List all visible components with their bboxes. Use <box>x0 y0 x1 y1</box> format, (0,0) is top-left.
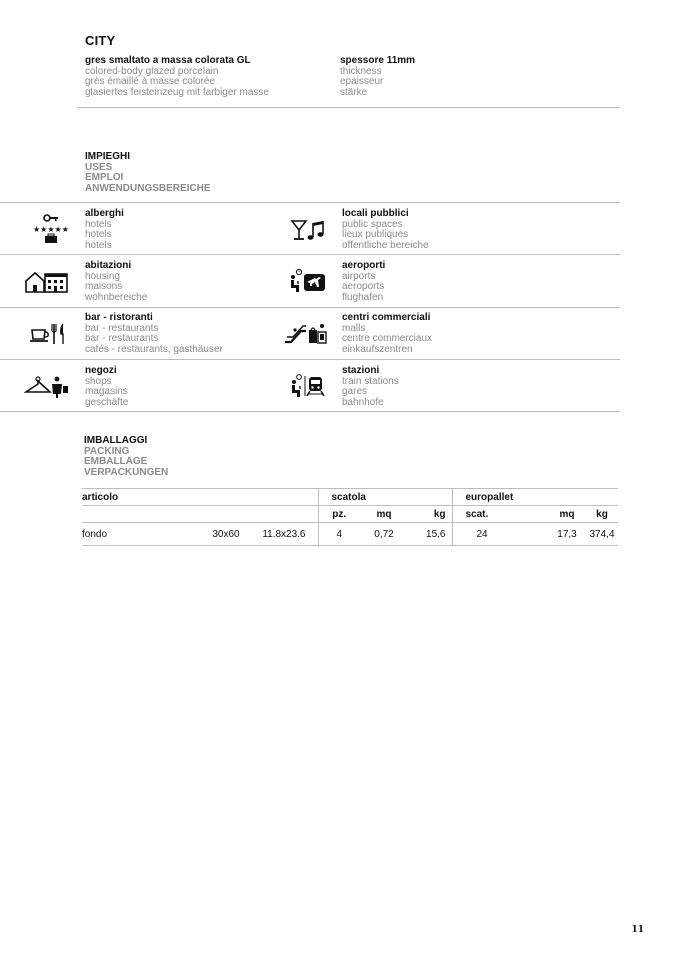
uses-heading-fr: EMPLOI <box>85 172 124 183</box>
cell-kg: 15,6 <box>408 523 452 546</box>
thickness-block <box>340 56 540 98</box>
use-airports <box>342 261 385 303</box>
cell-scat: 24 <box>452 523 548 546</box>
header-scat: scat. <box>452 506 548 523</box>
use-label-de: flughafen <box>342 291 384 303</box>
header-pallet-kg: kg <box>586 506 618 523</box>
use-label: centri commerciali <box>342 312 431 323</box>
svg-text:★★★★★: ★★★★★ <box>33 225 69 234</box>
divider <box>0 411 620 412</box>
subheader-empty <box>82 506 318 523</box>
use-label: stazioni <box>342 365 380 376</box>
page-number: 11 <box>631 925 644 935</box>
uses-heading-de: ANWENDUNGSBEREICHE <box>85 182 211 194</box>
use-label-en: malls <box>342 322 366 334</box>
uses-heading-it: IMPIEGHI <box>85 151 131 162</box>
header-pallet: europallet <box>452 489 618 506</box>
product-title: CITY <box>85 33 116 48</box>
material-block <box>85 56 325 98</box>
cell-name: fondo <box>82 523 200 546</box>
housing-icon <box>24 270 70 294</box>
table-row <box>82 523 618 546</box>
use-label: abitazioni <box>85 260 132 271</box>
use-label: aeroporti <box>342 260 386 271</box>
divider <box>0 202 620 203</box>
material-fr: grès émaillé à masse colorée <box>85 76 216 87</box>
divider <box>78 107 620 108</box>
use-label-de: hotels <box>85 239 112 251</box>
use-label-fr: bar - restaurants <box>85 333 159 344</box>
thickness-en: thickness <box>340 65 382 77</box>
use-label-fr: hotels <box>85 229 112 240</box>
use-label-de: cafés - restaurants, gasthäuser <box>85 343 223 355</box>
public-spaces-icon <box>290 219 328 241</box>
hotel-icon <box>30 213 72 243</box>
packing-heading-en: PACKING <box>84 445 130 457</box>
use-label-en: train stations <box>342 375 399 387</box>
use-public-spaces <box>342 209 429 251</box>
packing-heading-fr: EMBALLAGE <box>84 456 148 467</box>
material-de: glasiertes feisteinzeug mit farbiger masse <box>85 86 269 98</box>
thickness-de: stärke <box>340 86 368 98</box>
use-label-en: public spaces <box>342 218 403 230</box>
train-station-icon <box>290 374 326 398</box>
use-label: negozi <box>85 365 117 376</box>
use-shops <box>85 366 128 408</box>
use-label-en: hotels <box>85 218 112 230</box>
airport-icon <box>288 268 328 294</box>
thickness-it: spessore 11mm <box>340 55 416 66</box>
use-label-fr: magasins <box>85 386 128 397</box>
use-label-de: einkaufszentren <box>342 343 413 355</box>
table-subheader-row <box>82 506 618 523</box>
use-label-de: wohnbereiche <box>85 291 148 303</box>
header-article: articolo <box>82 489 318 506</box>
use-label: bar - ristoranti <box>85 312 153 323</box>
use-label-en: airports <box>342 270 376 282</box>
cell-pz: 4 <box>318 523 360 546</box>
divider <box>0 307 620 308</box>
restaurant-icon <box>30 322 70 346</box>
use-label-fr: centre commerciaux <box>342 333 433 344</box>
use-label-fr: lieux publiques <box>342 229 409 240</box>
header-pz: pz. <box>318 506 360 523</box>
packing-heading-it: IMBALLAGGI <box>84 435 148 446</box>
mall-icon <box>283 322 329 346</box>
use-label-fr: aeroports <box>342 281 385 292</box>
thickness-fr: epaisseur <box>340 76 384 87</box>
header-box: scatola <box>318 489 452 506</box>
packing-table <box>82 488 618 546</box>
packing-heading-de: VERPACKUNGEN <box>84 466 169 478</box>
header-kg: kg <box>408 506 452 523</box>
use-label-de: bahnhofe <box>342 396 384 408</box>
packing-heading <box>84 436 168 478</box>
uses-heading-en: USES <box>85 161 113 173</box>
use-hotels <box>85 209 124 251</box>
use-label: alberghi <box>85 208 124 219</box>
material-it: gres smaltato a massa colorata GL <box>85 55 251 66</box>
cell-pallet-kg: 374,4 <box>586 523 618 546</box>
header-mq: mq <box>360 506 408 523</box>
material-en: colored-body glazed porcelain <box>85 65 219 77</box>
use-label-en: housing <box>85 270 121 282</box>
use-label-fr: maisons <box>85 281 123 292</box>
use-label-en: bar - restaurants <box>85 322 159 334</box>
use-label-en: shops <box>85 375 112 387</box>
use-label-de: geschäfte <box>85 396 129 408</box>
use-malls <box>342 313 432 355</box>
use-label-fr: gares <box>342 386 368 397</box>
shop-icon <box>24 374 70 398</box>
cell-size: 30x60 <box>200 523 252 546</box>
header-pallet-mq: mq <box>548 506 586 523</box>
divider <box>0 359 620 360</box>
table-header-row <box>82 489 618 506</box>
cell-pallet-mq: 17,3 <box>548 523 586 546</box>
cell-actual-size: 11.8x23.6 <box>252 523 318 546</box>
use-housing <box>85 261 147 303</box>
use-restaurants <box>85 313 223 355</box>
divider <box>0 254 620 255</box>
cell-mq: 0,72 <box>360 523 408 546</box>
use-label: locali pubblici <box>342 208 409 219</box>
use-label-de: offentliche bereiche <box>342 239 429 251</box>
use-train-stations <box>342 366 399 408</box>
uses-heading <box>85 152 211 194</box>
